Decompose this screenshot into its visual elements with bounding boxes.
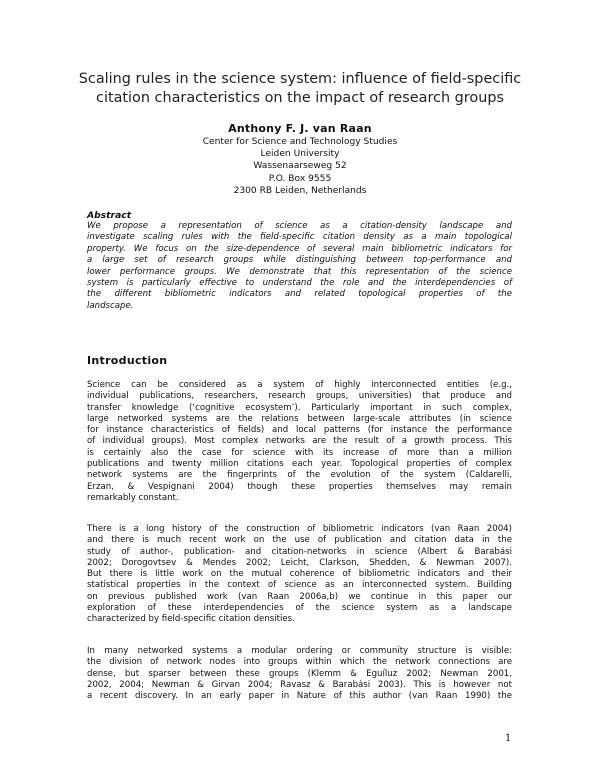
author-affiliation <box>0 136 600 197</box>
affiliation-line: 2300 RB Leiden, Netherlands <box>233 185 367 196</box>
abstract-line: lower performance groups. We demonstrate that this representation of the science <box>87 266 512 277</box>
paragraph-line: remarkably constant. <box>87 492 179 503</box>
abstract-line: investigate scaling rules with the field-specific citation density as a main topological <box>87 232 512 243</box>
paragraph-line: large networked systems are the relations between large-scale attributes (in science <box>87 413 512 424</box>
abstract-heading: Abstract <box>87 210 132 221</box>
affiliation-line: Center for Science and Technology Studies <box>202 137 398 147</box>
paragraph-line: 2002; Dorogovtsev & Mendes 2002; Leicht, Clarkson, Shedden, & Newman 2007). <box>87 557 512 568</box>
author-name: Anthony F. J. van Raan <box>228 122 372 135</box>
paragraph-line: study of author-, publication- and citation-networks in science (Albert & Barabási <box>87 546 512 557</box>
paragraph-line: dense, but sparser between these groups (Klemm & Eguíluz 2002; Newman 2001, <box>87 668 512 679</box>
abstract-line: system is particularly effective to understand the role and the interdependencies of <box>87 277 512 288</box>
paragraph-line: publications and twenty million citations each year. Topological properties of complex <box>87 459 512 470</box>
affiliation-line: P.O. Box 9555 <box>268 173 332 184</box>
paragraph <box>87 380 512 504</box>
paragraph-line: Science can be considered as a system of highly interconnected entities (e.g., <box>87 380 512 390</box>
paragraph-line: individual publications, researchers, research groups, universities) that produce and <box>87 391 512 402</box>
paragraph-line: In many networked systems a modular ordering or community structure is visible: <box>87 646 512 656</box>
paragraph-line: There is a long history of the construction of bibliometric indicators (van Raan 2004) <box>87 524 512 534</box>
section-heading-introduction: Introduction <box>87 354 168 367</box>
abstract-line: the different bibliometric indicators and related topological properties of the <box>87 289 512 300</box>
paragraph-line: 2002, 2004; Newman & Girvan 2004; Ravasz & Barabási 2003). This is however not <box>87 679 512 690</box>
paragraph-line: the division of network nodes into groups within which the network connections are <box>87 657 512 668</box>
paragraph-line: for instance characteristics of fields) and local patterns (for instance the performance <box>87 425 512 436</box>
paragraph-line: But there is little work on the mutual coherence of bibliometric indicators and their <box>87 569 512 580</box>
paragraph-line: is certainly also the case for science with its increase of more than a million <box>87 447 512 458</box>
paragraph-line: transfer knowledge (‘cognitive ecosystem’). Particularly important in such complex, <box>87 402 512 413</box>
paragraph-line: statistical properties in the context of science as an interconnected system. Building <box>87 580 512 591</box>
title-line: citation characteristics on the impact of research groups <box>96 90 504 106</box>
paragraph-line: and there is much recent work on the use of publication and citation data in the <box>87 535 512 546</box>
abstract-line: landscape. <box>87 300 134 311</box>
paragraph <box>87 524 512 626</box>
paragraph-line: characterized by field-specific citation densities. <box>87 614 295 625</box>
affiliation-line: Leiden University <box>260 149 340 160</box>
paragraph-line: exploration of these interdependencies of the science system as a landscape <box>87 603 512 614</box>
paragraph-line: a recent discovery. In an early paper in Nature of this author (van Raan 1990) the <box>87 691 512 702</box>
paragraph-line: network systems are the fingerprints of the evolution of the system (Caldarelli, <box>87 470 512 481</box>
abstract-line: property. We focus on the size-dependence of several main bibliometric indicators for <box>87 243 512 254</box>
paragraph <box>87 646 512 702</box>
title-line: Scaling rules in the science system: influence of field-specific <box>78 71 522 87</box>
paragraph-line: Erzan, & Vespignani 2004) though these properties themselves may remain <box>87 481 512 492</box>
abstract-body <box>87 221 512 312</box>
paragraph-line: of individual groups). Most complex networks are the result of a growth process. This <box>87 436 512 447</box>
paper-title <box>60 70 540 108</box>
paragraph-line: on previous published work (van Raan 2006a,b) we continue in this paper our <box>87 591 512 602</box>
affiliation-line: Wassenaarseweg 52 <box>253 161 347 172</box>
abstract-line: We propose a representation of science as a citation-density landscape and <box>87 221 512 231</box>
abstract-line: a large set of research groups while distinguishing between top-performance and <box>87 255 512 266</box>
page-number: 1 <box>505 733 512 744</box>
